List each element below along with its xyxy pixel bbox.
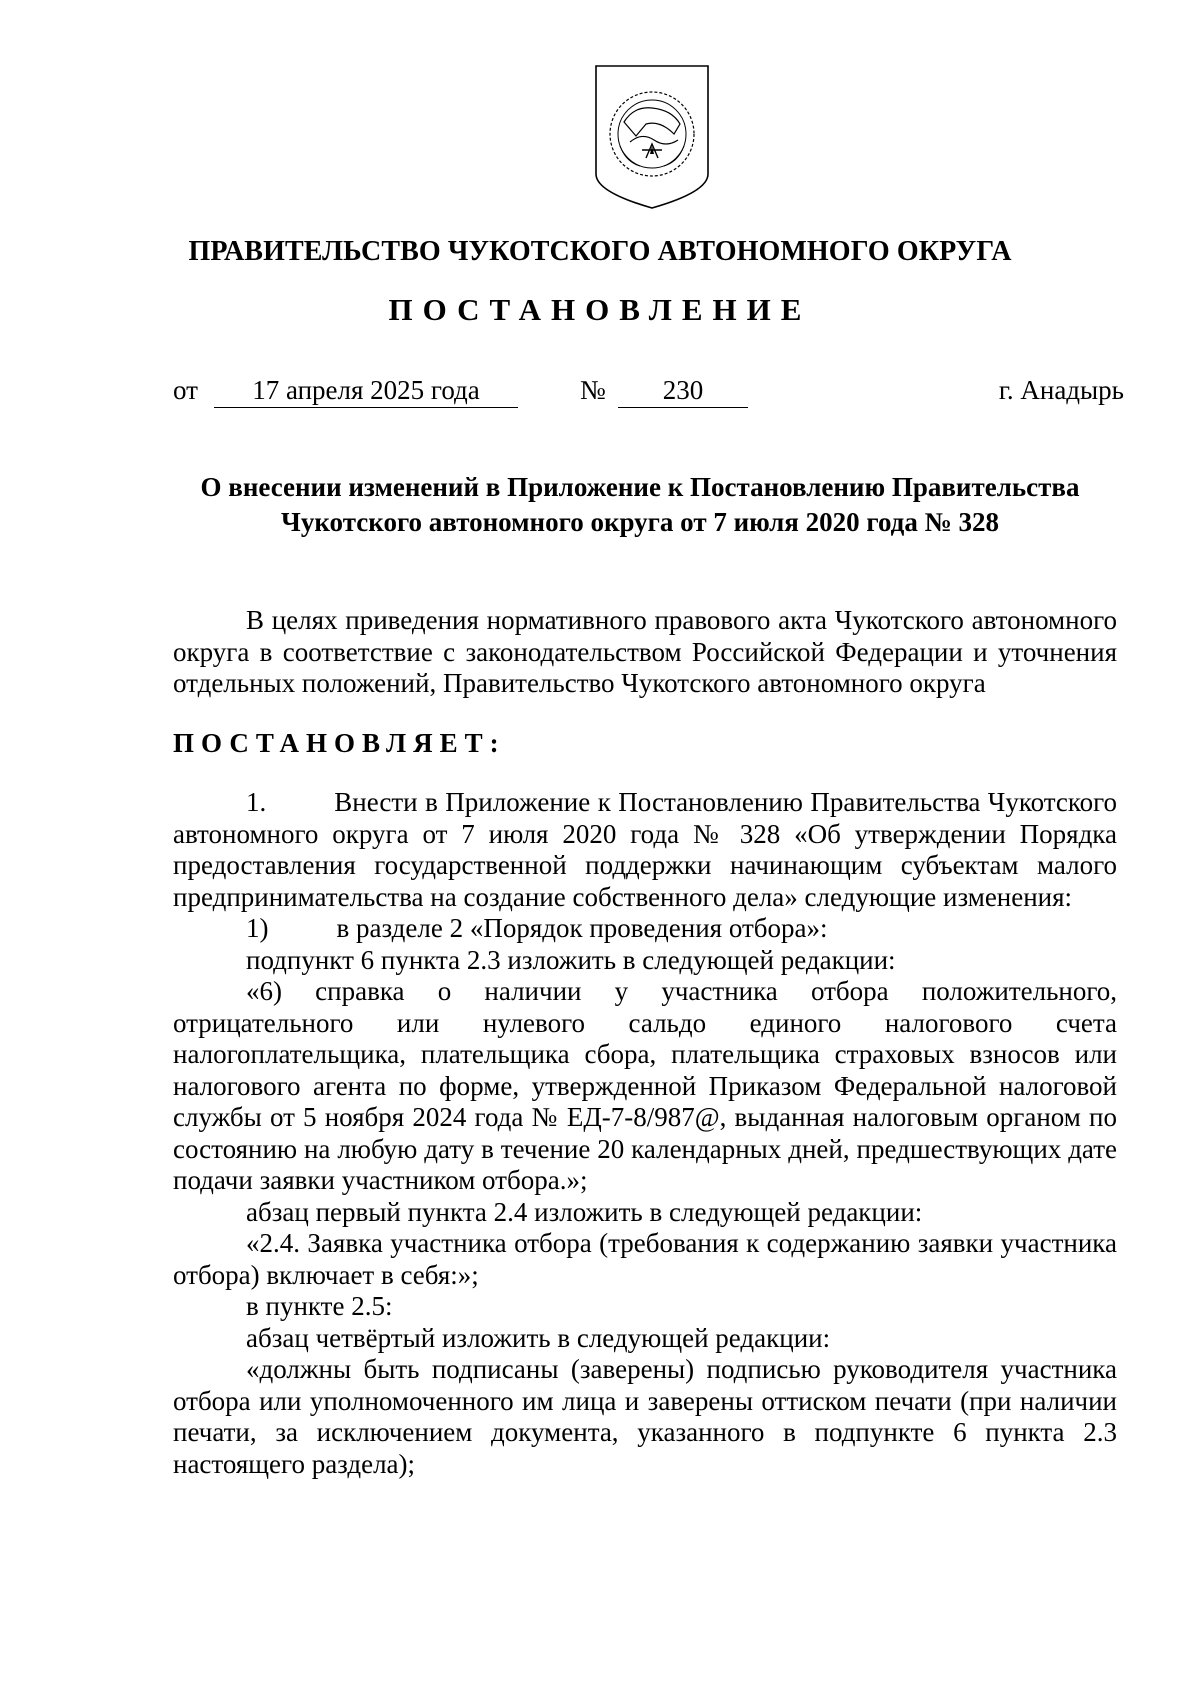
subject-line-2: Чукотского автономного округа от 7 июля 2020 года № 328 xyxy=(281,507,999,537)
document-city: г. Анадырь xyxy=(998,375,1124,405)
document-type-title: ПОСТАНОВЛЕНИЕ xyxy=(388,292,812,327)
date-from-label: от xyxy=(173,375,198,405)
subitem-1-number: 1) xyxy=(246,913,269,943)
document-number: 230 xyxy=(618,373,748,408)
subitem-1-text: в разделе 2 «Порядок проведения отбора»: xyxy=(336,913,828,943)
item-1-paragraph xyxy=(173,787,1117,913)
paragraph: «6) справка о наличии у участника отбора положительного, отрицательного или нулевого сальдо единого налогового счета налогоплательщика, плательщика сбора, плательщика страховых взносов или налогового агента по форме, утвержденной Приказом Федеральной налоговой службы от 5 ноября 2024 года № ЕД-7-8/987@, выданная налоговым органом по состоянию на любую дату в течение 20 календарных дней, предшествующих дате подачи заявки участником отбора.»; xyxy=(173,976,1117,1195)
subject-line-1: О внесении изменений в Приложение к Постановлению Правительства xyxy=(200,472,1080,502)
subitem-1-paragraph xyxy=(173,913,1117,945)
paragraph: «2.4. Заявка участника отбора (требования к содержанию заявки участника отбора) включает в себя:»; xyxy=(173,1228,1117,1290)
coat-of-arms-icon xyxy=(590,62,714,212)
number-label: № xyxy=(580,375,606,405)
document-body xyxy=(173,605,1117,1480)
paragraph: абзац первый пункта 2.4 изложить в следующей редакции: xyxy=(246,1196,923,1227)
document-subject xyxy=(150,470,1130,540)
resolves-heading: ПОСТАНОВЛЯЕТ: xyxy=(173,727,506,758)
item-1-number: 1. xyxy=(246,787,267,817)
paragraph: абзац четвёртый изложить в следующей редакции: xyxy=(246,1322,831,1353)
organization-title: ПРАВИТЕЛЬСТВО ЧУКОТСКОГО АВТОНОМНОГО ОКРУГА xyxy=(188,236,1012,267)
paragraph: подпункт 6 пункта 2.3 изложить в следующей редакции: xyxy=(246,944,896,975)
paragraph: в пункте 2.5: xyxy=(246,1291,393,1321)
preamble-paragraph: В целях приведения нормативного правового акта Чукотского автономного округа в соответствие с законодательством Российской Федерации и уточнения отдельных положений, Правительство Чукотского автономного округа xyxy=(173,605,1117,698)
item-1-text: Внести в Приложение к Постановлению Правительства Чукотского автономного округа от 7 июля 2020 года № 328 «Об утверждении Порядка предоставления государственной поддержки начинающим субъектам малого предпринимательства на создание собственного дела» следующие изменения: xyxy=(173,787,1117,912)
paragraph: «должны быть подписаны (заверены) подписью руководителя участника отбора или уполномоченного им лица и заверены оттиском печати (при наличии печати, за исключением документа, указанного в подпункте 6 пункта 2.3 настоящего раздела); xyxy=(173,1354,1117,1479)
document-date: 17 апреля 2025 года xyxy=(214,373,518,408)
